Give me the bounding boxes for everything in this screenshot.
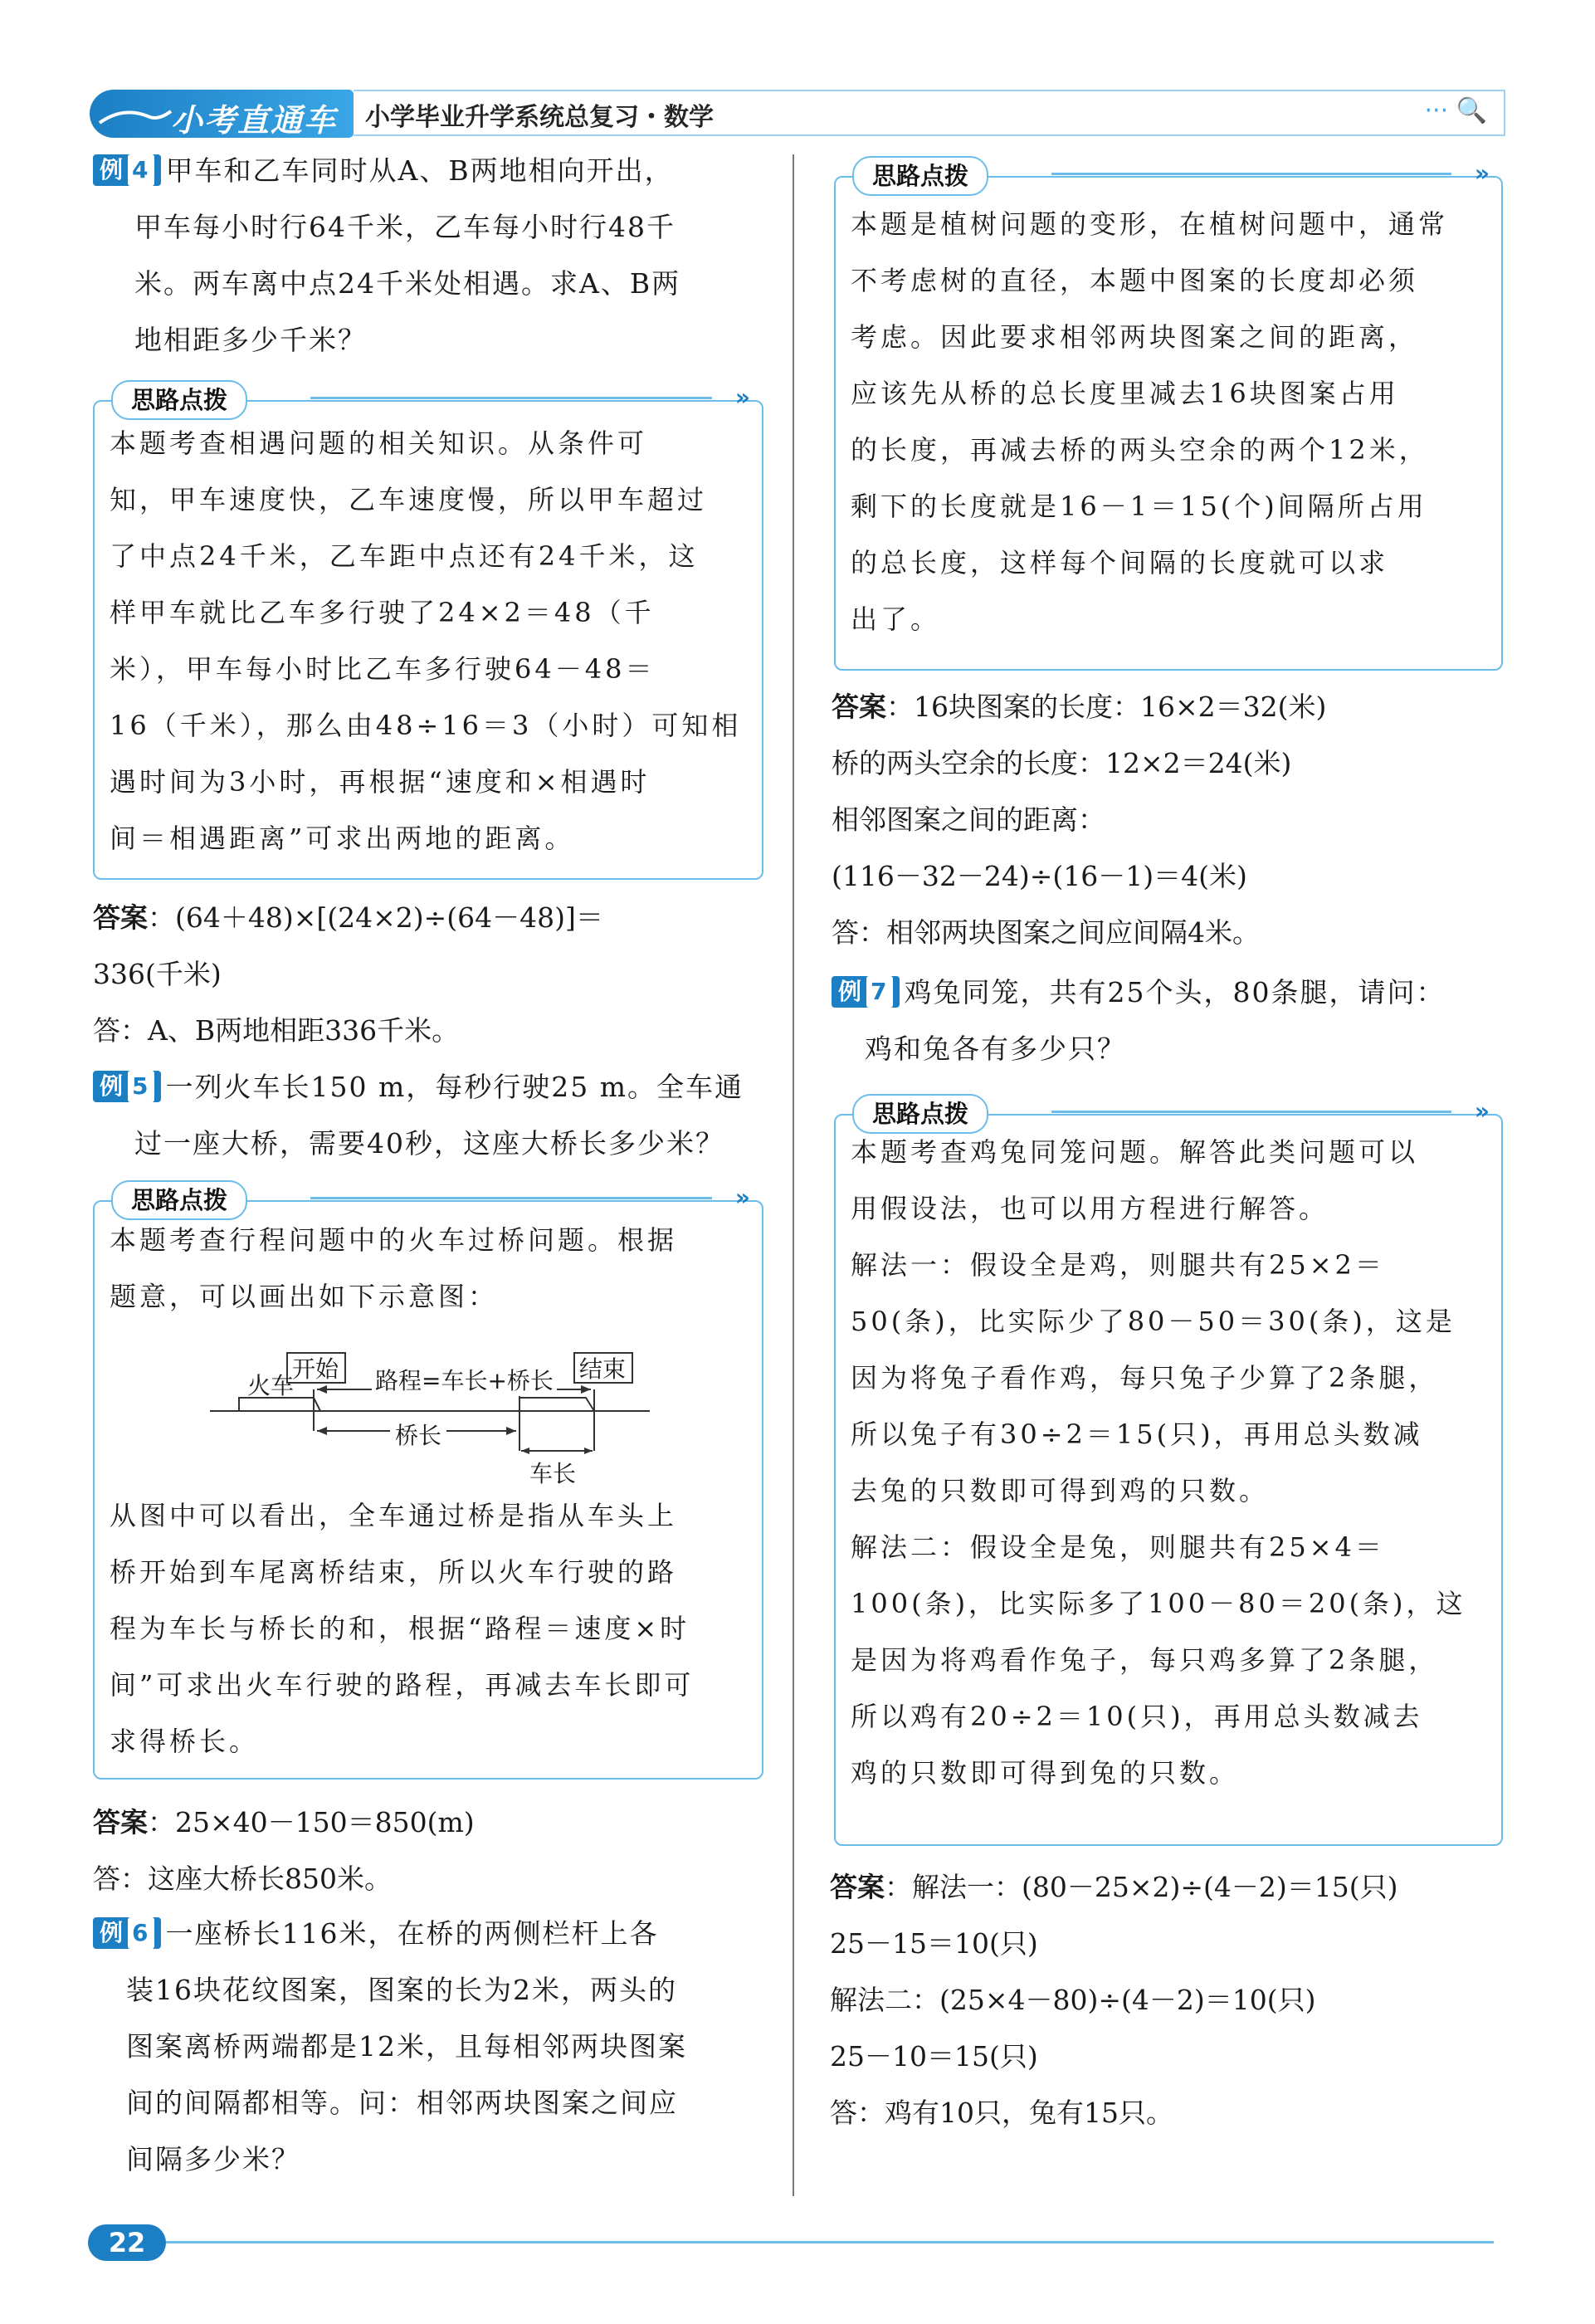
tip-box-ex4 bbox=[93, 383, 763, 880]
train-bridge-diagram bbox=[115, 1335, 654, 1487]
tip-title: 思路点拨 bbox=[111, 1180, 247, 1220]
page-number: 22 bbox=[88, 2224, 166, 2261]
double-chevron-icon: » bbox=[1474, 159, 1490, 187]
question-line: 米。两车离中点24千米处相遇。求A、B两 bbox=[134, 267, 681, 300]
example4-answer: 答案：(64＋48)×[(24×2)÷(64－48)]＝ 336(千米) 答：A、B两地相距336千米。 bbox=[93, 890, 773, 1059]
double-chevron-icon: » bbox=[734, 1184, 750, 1211]
tip-after: 从图中可以看出，全车通过桥是指从车头上 桥开始到车尾离桥结束，所以火车行驶的路 程为车长与桥长的和，根据“路程＝速度×时 间”可求出火车行驶的路程，再减去车长即可 求得桥长。 bbox=[110, 1500, 695, 1757]
answer-line: (116－32－24)÷(16－1)＝4(米) bbox=[832, 860, 1247, 892]
example5-question: 例 5 一列火车长150 m，每秒行驶25 m。全车通 过一座大桥，需要40秒，这座大桥长多少米？ bbox=[93, 1059, 773, 1172]
search-dots: ··· bbox=[1424, 96, 1449, 125]
example4-question bbox=[93, 143, 773, 369]
question-line: 鸡和兔各有多少只？ bbox=[865, 1033, 1126, 1065]
tip-body: 本题考查鸡兔同笼问题。解答此类问题可以 用假设法，也可以用方程进行解答。 解法一：假设全是鸡，则腿共有25×2＝ 50(条)，比实际少了80－50＝30(条)，这是 因为将兔子看作鸡，每只兔子少算了2条腿， 所以兔子有30÷2＝15(只)，再用总头数减 去兔的只数即可得到鸡的只数。 解法二：假设全是兔，则腿共有25×4＝ 100(条)，比实际多了100－80＝20(条)，这 是因为将鸡看作兔子，每只鸡多算了2条腿， 所以鸡有20÷2＝10(只)，再用总头数减去 鸡的只数即可得到兔的只数。 bbox=[851, 1136, 1466, 1789]
diagram-car-length: 车长 bbox=[529, 1460, 577, 1487]
answer-label: 答案 bbox=[832, 691, 886, 723]
example6-question: 例 6 一座桥长116米，在桥的两侧栏杆上各 装16块花纹图案，图案的长为2米，两头的 图案离桥两端都是12米，且每相邻两块图案 间的间隔都相等。问：相邻两块图案之间应 间隔多少米？ bbox=[93, 1906, 773, 2188]
tip-title: 思路点拨 bbox=[852, 156, 988, 196]
answer-line: 相邻图案之间的距离： bbox=[832, 803, 1105, 836]
answer-label: 答案 bbox=[93, 901, 148, 934]
tip-box-ex5 bbox=[93, 1184, 763, 1780]
footer-rule bbox=[166, 2241, 1494, 2243]
example7-question: 例 7 鸡兔同笼，共有25个头，80条腿，请问： 鸡和兔各有多少只？ bbox=[832, 964, 1512, 1077]
logo bbox=[90, 90, 354, 138]
tip-rule bbox=[310, 397, 712, 399]
search-icon: ··· 🔍 bbox=[1424, 96, 1487, 125]
column-divider bbox=[793, 154, 794, 2196]
tip-body: 本题考查相遇问题的相关知识。从条件可 知，甲车速度快，乙车速度慢，所以甲车超过 了中点24千米，乙车距中点还有24千米，这 样甲车就比乙车多行驶了24×2＝48（千 米），甲车每小时比乙车多行驶64－48＝ 16（千米），那么由48÷16＝3（小时）可知相 遇时间为3小时，再根据“速度和×相遇时 间＝相遇距离”可求出两地的距离。 bbox=[110, 427, 742, 854]
example7-answer: 答案：解法一：(80－25×2)÷(4－2)＝15(只) 25－15＝10(只) 解法二：(25×4－80)÷(4－2)＝10(只) 25－10＝15(只) 答：鸡有10只，兔有15只。 bbox=[830, 1859, 1510, 2141]
question-line: 间的间隔都相等。问：相邻两块图案之间应 bbox=[126, 2087, 678, 2119]
answer-line: 25－10＝15(只) bbox=[830, 2040, 1038, 2073]
logo-text: 小考直通车 bbox=[171, 102, 338, 139]
answer-line: 解法二：(25×4－80)÷(4－2)＝10(只) bbox=[830, 1984, 1316, 2016]
page-header bbox=[90, 90, 1505, 138]
answer-label: 答案 bbox=[830, 1871, 885, 1903]
question-line: 甲车每小时行64千米，乙车每小时行48千 bbox=[134, 211, 676, 243]
answer-line: 桥的两头空余的长度：12×2＝24(米) bbox=[832, 747, 1292, 779]
tip-title: 思路点拨 bbox=[852, 1094, 988, 1134]
question-line: 地相距多少千米？ bbox=[134, 324, 367, 356]
diagram-route: 路程=车长+桥长 bbox=[372, 1363, 557, 1396]
question-line: 间隔多少米？ bbox=[126, 2143, 300, 2175]
tip-rule bbox=[310, 1197, 712, 1199]
tip-body: 本题是植树问题的变形，在植树问题中，通常 不考虑树的直径，本题中图案的长度却必须 考虑。因此要求相邻两块图案之间的距离， 应该先从桥的总长度里减去16块图案占用 的长度，再减去桥的两头空余的两个12米， 剩下的长度就是16－1＝15(个)间隔所占用 的总长度，这样每个间隔的长度就可以求 出了。 bbox=[851, 208, 1449, 635]
question-line: 装16块花纹图案，图案的长为2米，两头的 bbox=[126, 1974, 677, 2006]
tip-box-ex6 bbox=[834, 159, 1503, 671]
diagram-bridge: 桥长 bbox=[390, 1418, 446, 1451]
example5-answer: 答案：25×40－150＝850(m) 答：这座大桥长850米。 bbox=[93, 1794, 773, 1907]
example6-answer: 答案：16块图案的长度：16×2＝32(米) 桥的两头空余的长度：12×2＝24(米) 相邻图案之间的距离： (116－32－24)÷(16－1)＝4(米) 答：相邻两块图案之间应间隔4米。 bbox=[832, 679, 1512, 961]
tip-rule bbox=[1051, 173, 1451, 175]
question-line: 图案离桥两端都是12米，且每相邻两块图案 bbox=[126, 2030, 687, 2063]
question-line: 过一座大桥，需要40秒，这座大桥长多少米？ bbox=[134, 1127, 724, 1160]
answer-reply: 答：A、B两地相距336千米。 bbox=[93, 1014, 460, 1047]
answer-reply: 答：鸡有10只，兔有15只。 bbox=[830, 2097, 1173, 2129]
tip-box-ex7 bbox=[834, 1097, 1503, 1846]
tip-title: 思路点拨 bbox=[111, 380, 247, 420]
swoosh-icon bbox=[98, 105, 173, 129]
double-chevron-icon: » bbox=[734, 383, 750, 411]
answer-label: 答案 bbox=[93, 1806, 148, 1838]
tip-rule bbox=[1051, 1111, 1451, 1113]
answer-line: 25－15＝10(只) bbox=[830, 1927, 1038, 1960]
example-badge: 例 4 bbox=[93, 154, 161, 186]
book-title: 小学毕业升学系统总复习・数学 bbox=[365, 103, 714, 132]
example-badge: 例 6 bbox=[93, 1917, 161, 1949]
diagram-start: 开始 bbox=[292, 1355, 339, 1383]
diagram-end: 结束 bbox=[579, 1355, 627, 1383]
answer-reply: 答：这座大桥长850米。 bbox=[93, 1863, 392, 1895]
question-line: 例 4 甲车和乙车同时从A、B两地相向开出， bbox=[93, 143, 773, 199]
example-badge: 例 5 bbox=[93, 1071, 161, 1102]
example-badge: 例 7 bbox=[832, 976, 900, 1008]
answer-reply: 答：相邻两块图案之间应间隔4米。 bbox=[832, 916, 1260, 949]
tip-intro: 本题考查行程问题中的火车过桥问题。根据 题意，可以画出如下示意图： bbox=[110, 1224, 678, 1312]
diagram-train: 火车 bbox=[247, 1372, 295, 1399]
answer-line: 336(千米) bbox=[93, 958, 222, 990]
double-chevron-icon: » bbox=[1474, 1097, 1490, 1125]
